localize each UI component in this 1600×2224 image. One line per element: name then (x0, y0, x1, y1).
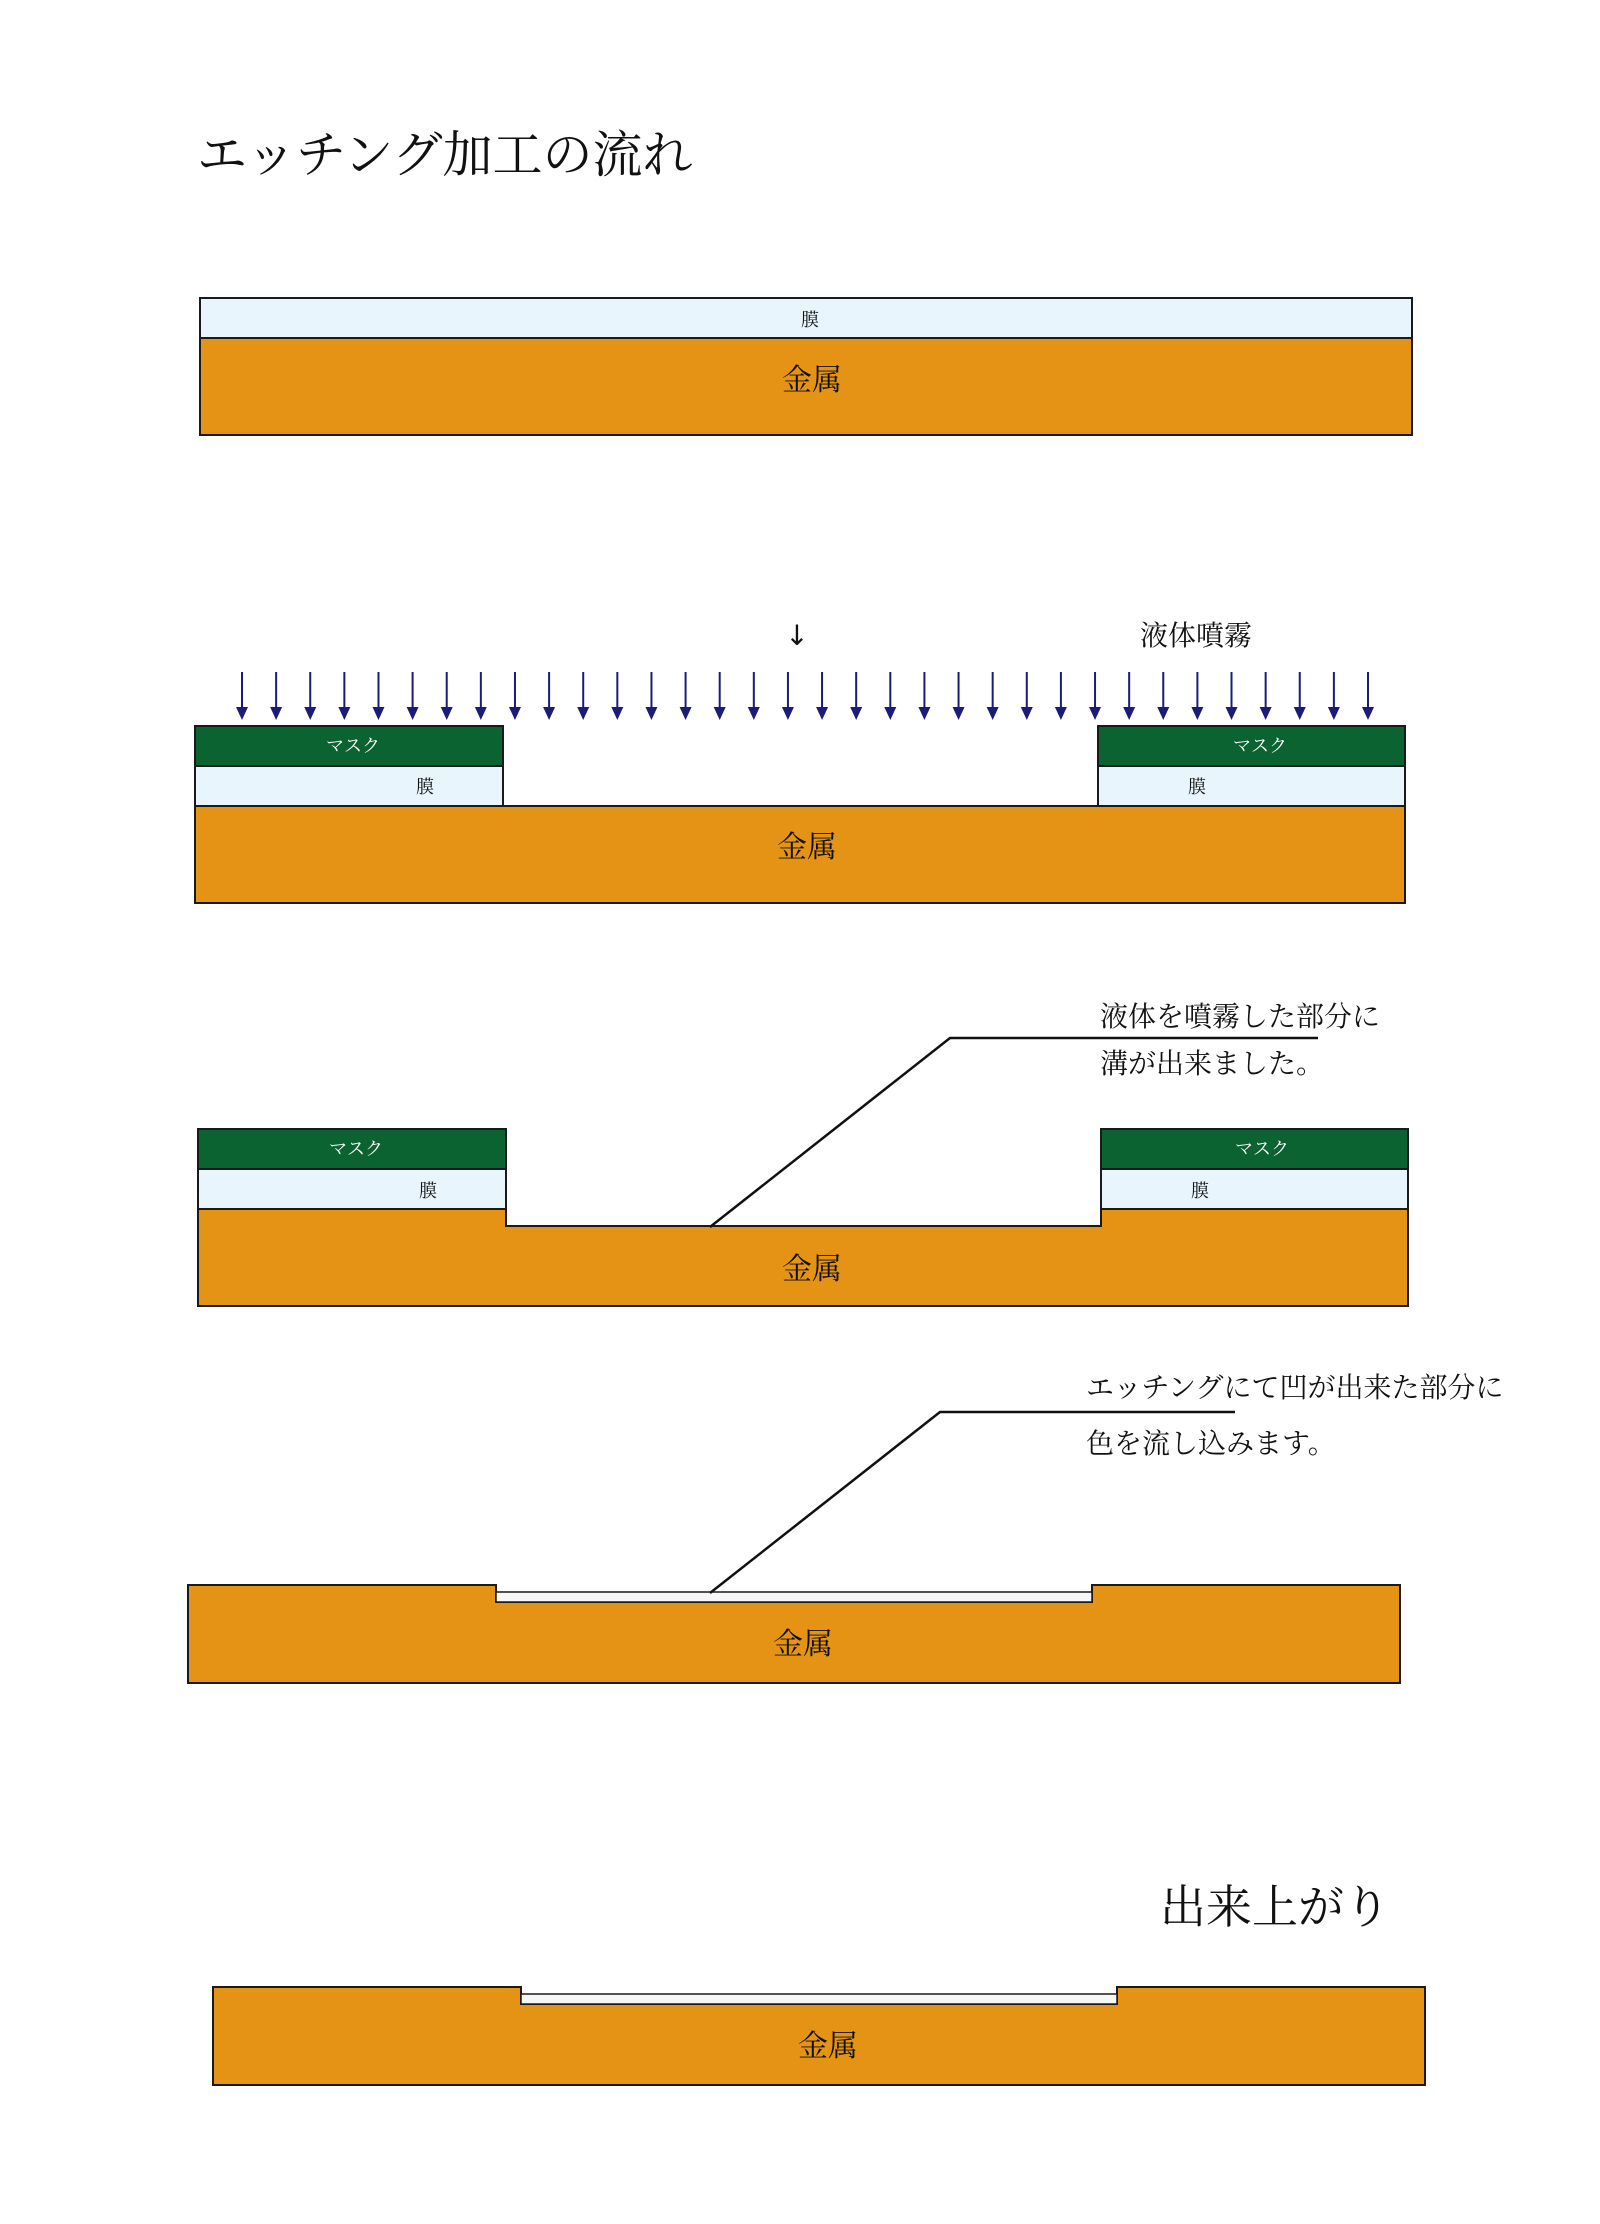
step2-film-right (1098, 766, 1405, 806)
spray-arrow-head (645, 707, 657, 720)
step3-film-left (198, 1169, 506, 1209)
step5-finished-label: 出来上がり (1160, 1880, 1390, 1934)
page-title: エッチング加工の流れ (197, 126, 693, 184)
spray-arrow-head (1123, 707, 1135, 720)
step3-note-line2: 溝が出来ました。 (1100, 1047, 1325, 1080)
spray-arrow-head (884, 707, 896, 720)
spray-arrow-head (338, 707, 350, 720)
spray-arrow-head (1294, 707, 1306, 720)
step4-color-inlay (496, 1592, 1092, 1602)
spray-arrow-head (441, 707, 453, 720)
step3-film-right-label: 膜 (1191, 1181, 1209, 1202)
spray-arrow-head (304, 707, 316, 720)
step4-metal-label: 金属 (773, 1627, 833, 1662)
step5-color-inlay (521, 1994, 1117, 2004)
spray-arrow-head (816, 707, 828, 720)
step3-metal-label: 金属 (782, 1252, 842, 1287)
step3-film-left-label: 膜 (419, 1181, 437, 1202)
spray-arrow-head (543, 707, 555, 720)
step4-cross-section (188, 1371, 1503, 1683)
step2-film-left-label: 膜 (416, 777, 434, 798)
step3-mask-right-label: マスク (1235, 1139, 1289, 1160)
spray-arrow-head (987, 707, 999, 720)
step3-note-line1: 液体を噴霧した部分に (1100, 1000, 1381, 1033)
step2-down-arrow: ↓ (785, 619, 809, 652)
step3-cross-section (198, 1000, 1408, 1306)
spray-arrow-head (680, 707, 692, 720)
step2-mask-right-label: マスク (1233, 736, 1287, 757)
spray-arrow-head (1157, 707, 1169, 720)
spray-arrow-head (577, 707, 589, 720)
spray-arrow-head (1328, 707, 1340, 720)
step2-film-left (195, 766, 503, 806)
spray-arrow-head (1226, 707, 1238, 720)
spray-arrow-head (475, 707, 487, 720)
spray-arrow-head (748, 707, 760, 720)
step2-mask-left-label: マスク (326, 736, 380, 757)
step3-film-right (1101, 1169, 1408, 1209)
step5-cross-section (213, 1880, 1425, 2085)
step1-metal-label: 金属 (782, 363, 842, 398)
spray-arrow-head (850, 707, 862, 720)
step2-metal-label: 金属 (777, 830, 837, 865)
spray-arrow-head (372, 707, 384, 720)
step5-metal-label: 金属 (798, 2029, 858, 2064)
step4-note-line1: エッチングにて凹が出来た部分に (1086, 1371, 1504, 1404)
spray-arrows (236, 672, 1374, 720)
spray-arrow-head (1021, 707, 1033, 720)
spray-arrow-head (1260, 707, 1272, 720)
spray-arrow-head (953, 707, 965, 720)
spray-arrow-head (611, 707, 623, 720)
spray-arrow-head (509, 707, 521, 720)
step3-mask-left-label: マスク (329, 1139, 383, 1160)
spray-arrow-head (1362, 707, 1374, 720)
step2-spray-label: 液体噴霧 (1140, 619, 1253, 652)
step4-note-line2: 色を流し込みます。 (1086, 1427, 1336, 1460)
spray-arrow-head (1055, 707, 1067, 720)
step2-film-right-label: 膜 (1188, 777, 1206, 798)
spray-arrow-head (782, 707, 794, 720)
step1-cross-section (200, 298, 1412, 435)
step1-film-label: 膜 (801, 310, 819, 331)
spray-arrow-head (236, 707, 248, 720)
spray-arrow-head (1089, 707, 1101, 720)
spray-arrow-head (1191, 707, 1203, 720)
spray-arrow-head (714, 707, 726, 720)
spray-arrow-head (407, 707, 419, 720)
step2-cross-section (195, 619, 1405, 903)
spray-arrow-head (270, 707, 282, 720)
spray-arrow-head (918, 707, 930, 720)
